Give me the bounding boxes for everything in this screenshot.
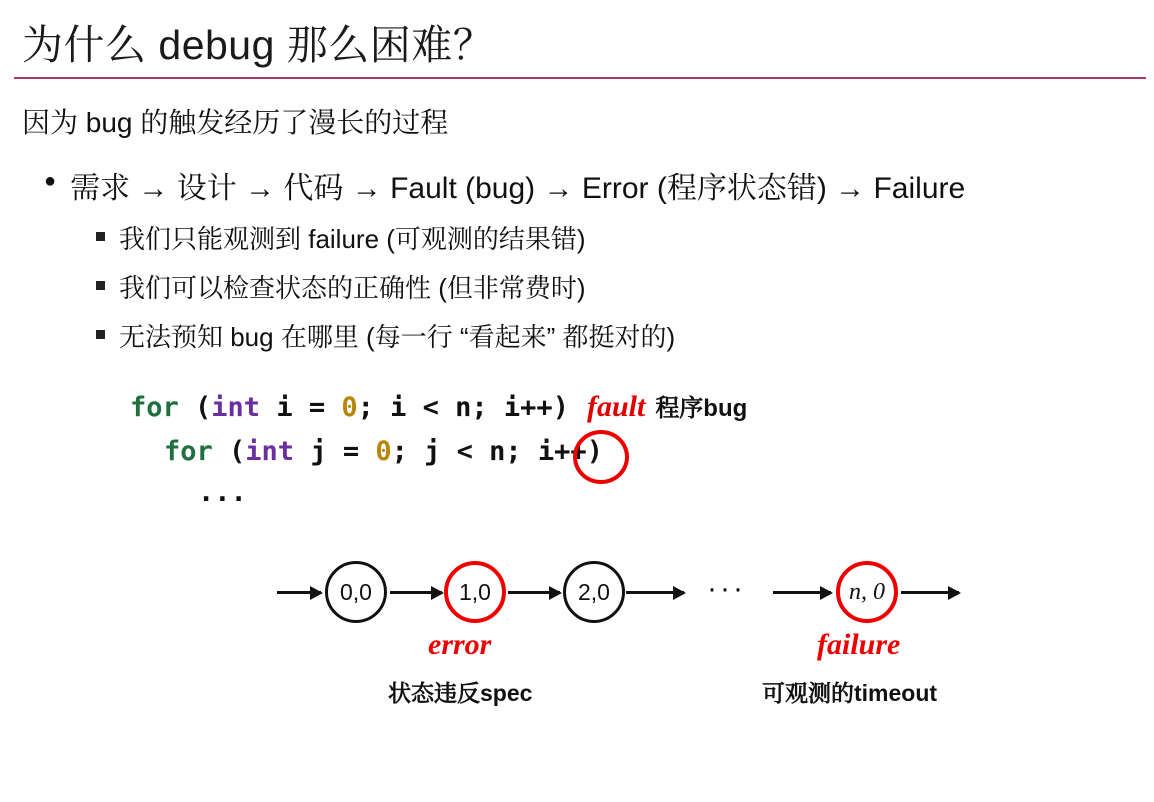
bullet-dot-icon: ● [44, 170, 57, 192]
code-condition: ; i < n; i++) [357, 392, 569, 423]
square-bullet-icon [96, 330, 105, 339]
state-node-error: 1,0 [444, 561, 506, 623]
code-keyword-for: for [164, 435, 213, 467]
square-bullet-icon [96, 232, 105, 241]
bullet-level2-label: 我们可以检查状态的正确性 (但非常费时) [119, 273, 586, 303]
bullet-level2 [96, 268, 1154, 305]
code-number: 0 [341, 392, 358, 423]
failure-caption: 可观测的timeout [762, 680, 938, 707]
state-node: 2,0 [563, 561, 625, 623]
arrow-2-to-dots [626, 591, 684, 594]
arrow-in [277, 591, 321, 594]
code-number: 0 [375, 435, 392, 467]
red-circle-highlight-icon [573, 430, 629, 484]
code-punct: ( [178, 392, 212, 423]
subtitle-text: 因为 bug 的触发经历了漫长的过程 [22, 107, 449, 138]
arrow-0-to-1 [390, 591, 442, 594]
fault-annotation-note: 程序bug [655, 395, 748, 422]
code-condition: ; j < n; i++) [391, 435, 603, 467]
bullet-level1-label: 需求 → 设计 → 代码 → Fault (bug) → Error (程序状态错) → Failure [70, 172, 966, 205]
failure-label: failure [817, 628, 901, 662]
arrow-dots-to-n [773, 591, 831, 594]
bullet-level2-label: 无法预知 bug 在哪里 (每一行 “看起来” 都挺对的) [119, 322, 676, 352]
error-label: error [428, 628, 492, 662]
square-bullet-icon [96, 281, 105, 290]
code-type-int: int [245, 435, 295, 467]
bullet-level1 [44, 163, 1154, 207]
arrow-1-to-2 [508, 591, 560, 594]
state-diagram [0, 548, 1154, 738]
code-var-init: i = [260, 392, 342, 423]
fault-annotation: fault [586, 390, 646, 423]
code-type-int: int [211, 392, 261, 423]
bullet-level2 [96, 219, 1154, 256]
arrow-out [901, 591, 959, 594]
code-line-3: ... [198, 477, 247, 509]
code-block [130, 384, 1154, 514]
code-keyword-for: for [130, 392, 179, 423]
bullet-level2 [96, 317, 1154, 354]
code-var-init: j = [294, 435, 376, 467]
page-title: 为什么 debug 那么困难？ [22, 22, 495, 68]
error-caption: 状态违反spec [388, 680, 533, 707]
state-node-failure: n, 0 [836, 561, 898, 623]
code-line-1 [130, 384, 1154, 431]
code-line-2 [130, 431, 1154, 473]
state-node: 0,0 [325, 561, 387, 623]
bullet-level2-label: 我们只能观测到 failure (可观测的结果错) [119, 224, 586, 254]
diagram-ellipsis: ··· [707, 572, 746, 606]
code-punct: ( [212, 435, 246, 467]
